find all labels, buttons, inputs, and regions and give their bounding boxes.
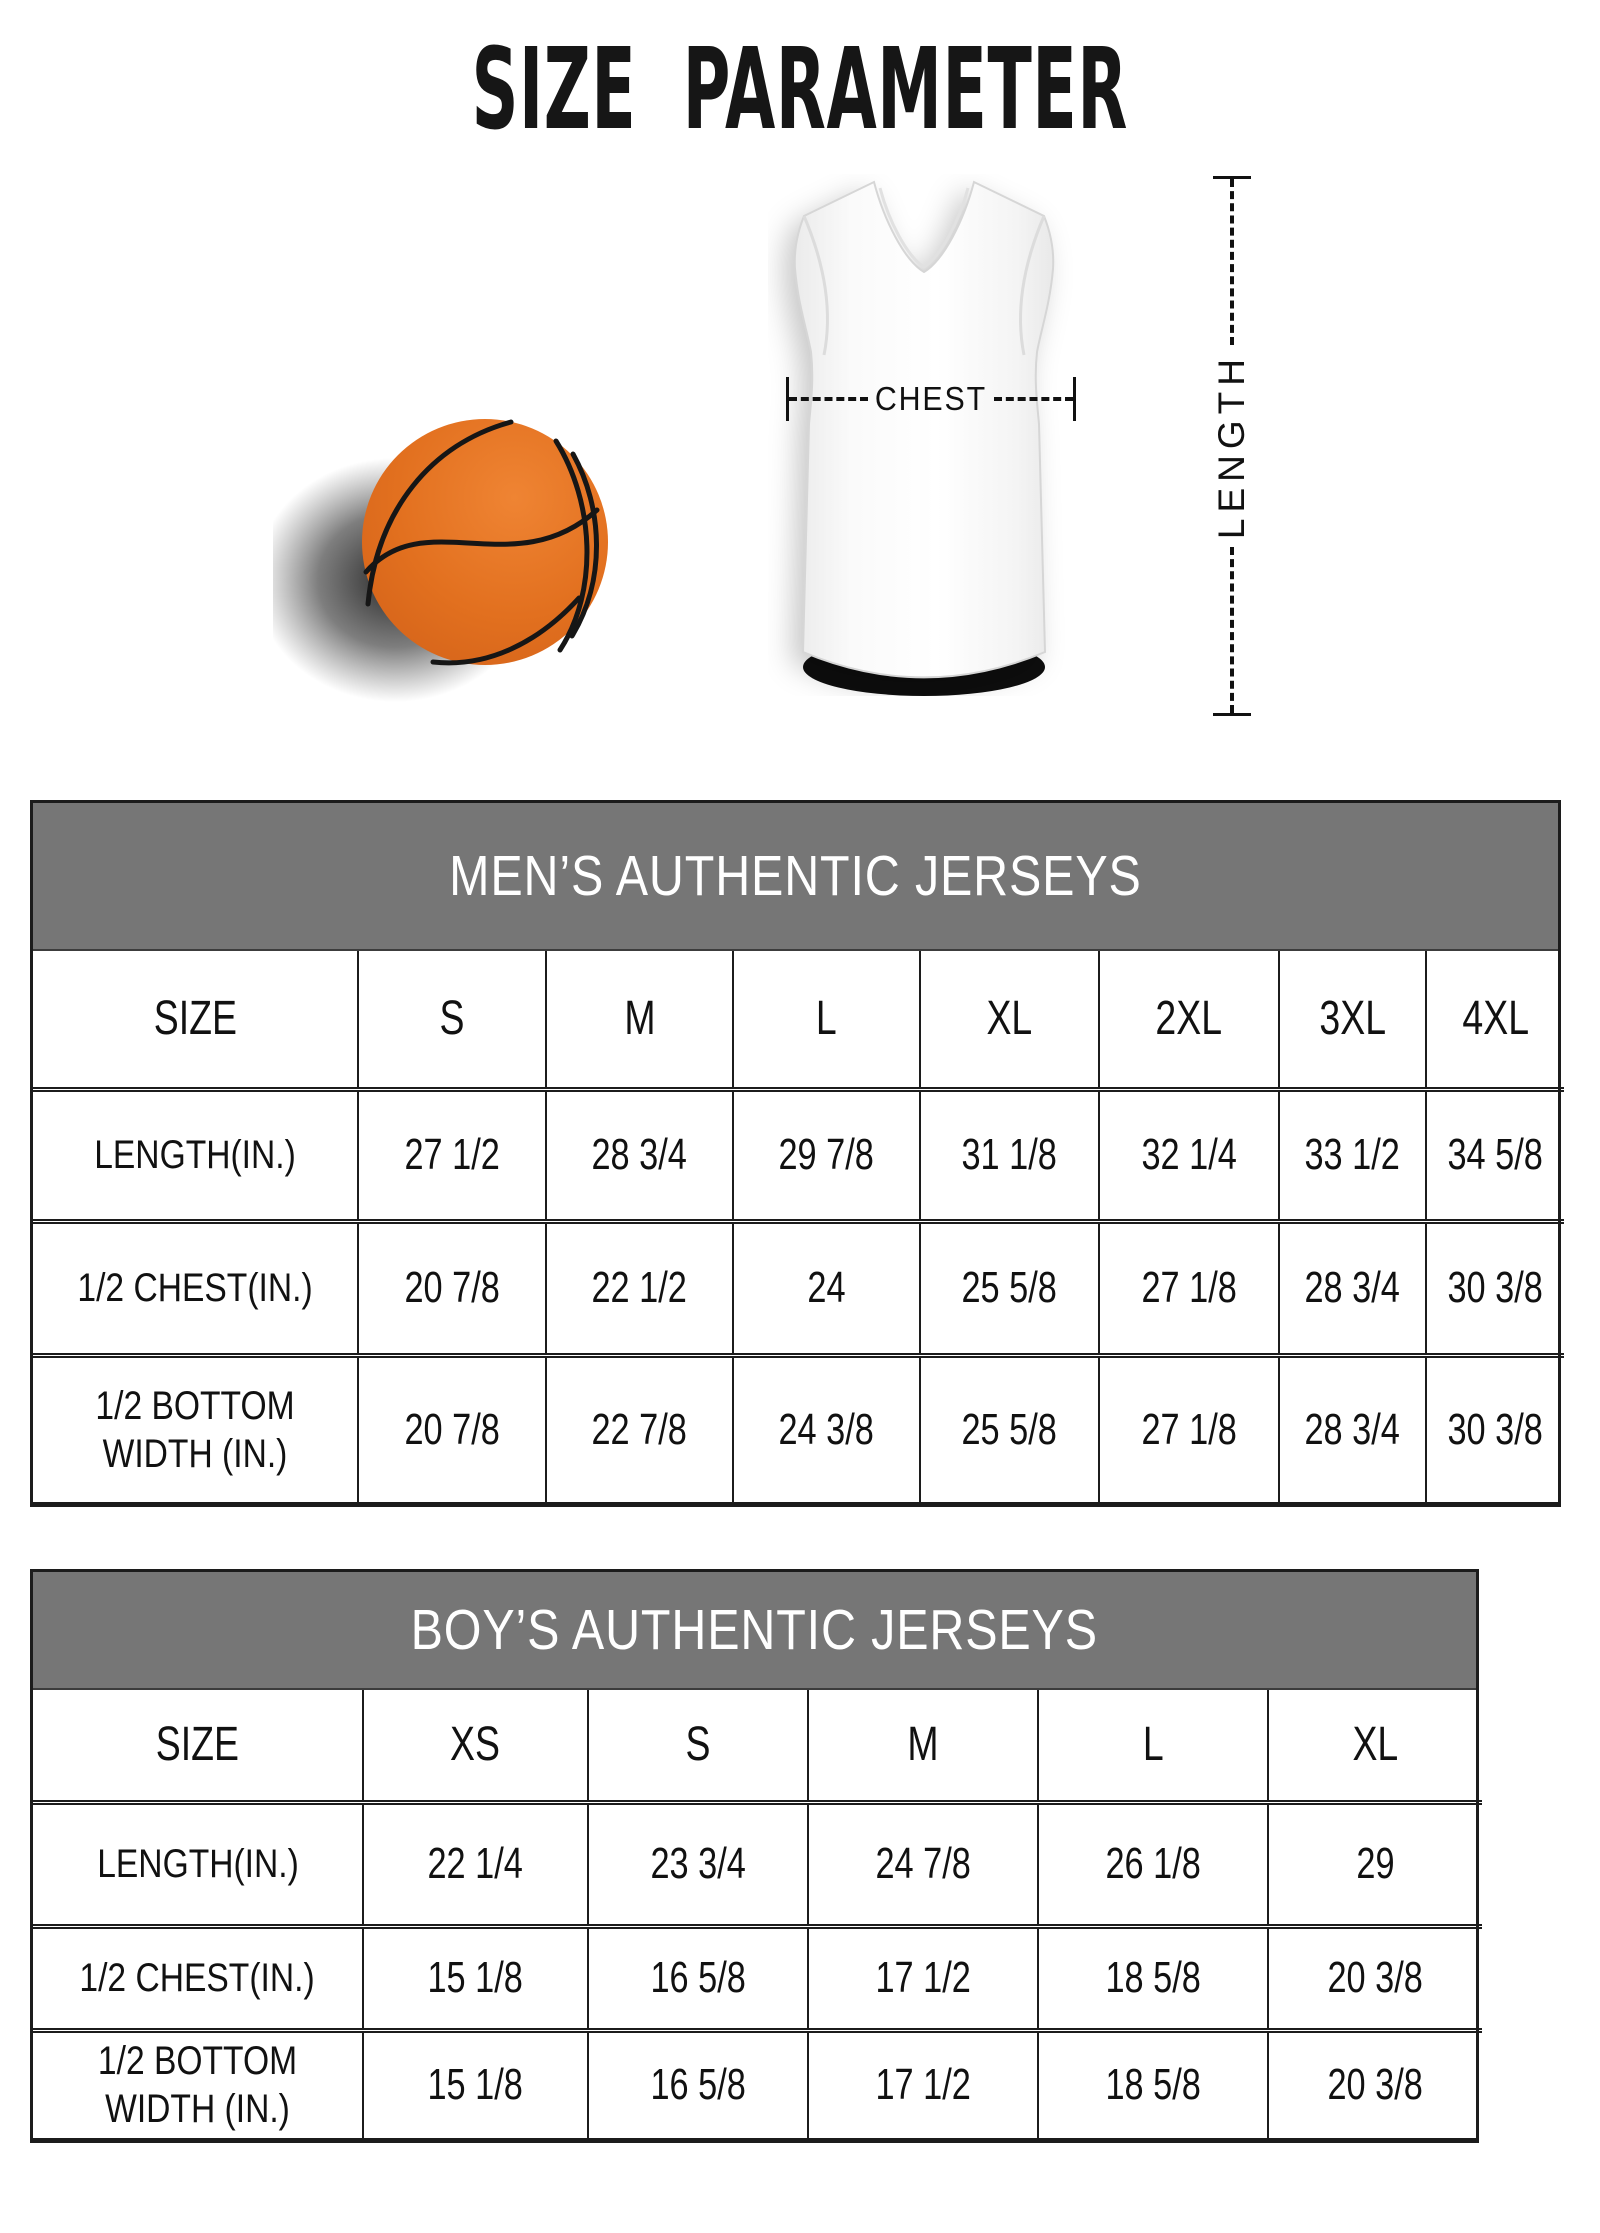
jersey-body: [795, 182, 1053, 678]
mens-table-title: MEN’S AUTHENTIC JERSEYS: [449, 844, 1142, 908]
boys-bottom-width-row: [33, 2030, 1482, 2138]
mens-col-header-cell: S: [358, 951, 546, 1089]
length-measure-line: [1210, 176, 1254, 716]
value-cell: 18 5/8: [1038, 1926, 1268, 2030]
value-cell: 24 7/8: [808, 1802, 1038, 1926]
chest-right-tick: [1073, 377, 1076, 421]
row-label-cell: LENGTH(IN.): [33, 1802, 363, 1926]
row-label-cell: 1/2 CHEST(IN.): [33, 1221, 358, 1355]
mens-bottom-width-row: [33, 1355, 1564, 1502]
value-cell: 15 1/8: [363, 2030, 588, 2138]
value-cell: 15 1/8: [363, 1926, 588, 2030]
row-label-cell: LENGTH(IN.): [33, 1089, 358, 1221]
value-cell: 34 5/8: [1426, 1089, 1564, 1221]
value-cell: 27 1/8: [1099, 1221, 1279, 1355]
value-cell: 18 5/8: [1038, 2030, 1268, 2138]
chest-dashed-line-right: [994, 397, 1073, 401]
value-cell: 33 1/2: [1279, 1089, 1426, 1221]
boys-col-header-cell: L: [1038, 1690, 1268, 1802]
row-label-cell: 1/2 BOTTOM WIDTH (IN.): [33, 2030, 363, 2138]
value-cell: 23 3/4: [588, 1802, 808, 1926]
boys-chest-row: [33, 1926, 1482, 2030]
mens-chest-row: [33, 1221, 1564, 1355]
length-label: LENGTH: [1211, 352, 1252, 540]
page-title: SIZE PARAMETER: [471, 25, 1129, 155]
chest-label: CHEST: [874, 380, 988, 417]
value-cell: 29: [1268, 1802, 1482, 1926]
value-cell: 22 1/2: [546, 1221, 733, 1355]
boys-col-header-cell: S: [588, 1690, 808, 1802]
value-cell: 20 7/8: [358, 1355, 546, 1502]
chest-dashed-line-left: [789, 397, 868, 401]
boys-col-header-cell: M: [808, 1690, 1038, 1802]
boys-size-table: [33, 1690, 1482, 2138]
mens-col-header-cell: 3XL: [1279, 951, 1426, 1089]
mens-length-row: [33, 1089, 1564, 1221]
value-cell: 26 1/8: [1038, 1802, 1268, 1926]
value-cell: 24: [733, 1221, 920, 1355]
boys-length-row: [33, 1802, 1482, 1926]
value-cell: 25 5/8: [920, 1221, 1099, 1355]
row-label-cell: 1/2 CHEST(IN.): [33, 1926, 363, 2030]
value-cell: 25 5/8: [920, 1355, 1099, 1502]
mens-col-header-cell: 4XL: [1426, 951, 1564, 1089]
value-cell: 32 1/4: [1099, 1089, 1279, 1221]
page-header: [0, 0, 1600, 155]
value-cell: 17 1/2: [808, 2030, 1038, 2138]
length-dashed-line-top: [1230, 179, 1234, 345]
mens-size-label-cell: SIZE: [153, 992, 237, 1046]
value-cell: 28 3/4: [1279, 1221, 1426, 1355]
length-dashed-line-bottom: [1230, 547, 1234, 713]
mens-col-header-cell: 2XL: [1099, 951, 1279, 1089]
basketball-icon: [273, 412, 615, 704]
value-cell: 30 3/8: [1426, 1221, 1564, 1355]
value-cell: 16 5/8: [588, 2030, 808, 2138]
chest-measure-line: [786, 376, 1076, 422]
value-cell: 22 1/4: [363, 1802, 588, 1926]
value-cell: 31 1/8: [920, 1089, 1099, 1221]
value-cell: 17 1/2: [808, 1926, 1038, 2030]
boys-col-header-cell: XS: [363, 1690, 588, 1802]
value-cell: 27 1/8: [1099, 1355, 1279, 1502]
value-cell: 28 3/4: [1279, 1355, 1426, 1502]
jersey-illustration: [768, 174, 1080, 696]
boys-size-label-cell: SIZE: [155, 1718, 240, 1772]
size-diagram: [0, 144, 1600, 792]
row-label-cell: 1/2 BOTTOM WIDTH (IN.): [33, 1355, 358, 1502]
mens-col-header-cell: XL: [920, 951, 1099, 1089]
mens-col-header-cell: L: [733, 951, 920, 1089]
length-bottom-tick: [1213, 713, 1251, 716]
value-cell: 16 5/8: [588, 1926, 808, 2030]
value-cell: 29 7/8: [733, 1089, 920, 1221]
value-cell: 20 3/8: [1268, 2030, 1482, 2138]
value-cell: 20 3/8: [1268, 1926, 1482, 2030]
mens-size-table: [33, 951, 1564, 1502]
value-cell: 28 3/4: [546, 1089, 733, 1221]
boys-col-header-cell: XL: [1268, 1690, 1482, 1802]
value-cell: 20 7/8: [358, 1221, 546, 1355]
mens-col-header-cell: M: [546, 951, 733, 1089]
boys-table-title: BOY’S AUTHENTIC JERSEYS: [410, 1598, 1099, 1662]
mens-size-header-row: [33, 951, 1564, 1089]
boys-jerseys-section: [30, 1569, 1479, 2143]
boys-size-header-row: [33, 1690, 1482, 1802]
value-cell: 27 1/2: [358, 1089, 546, 1221]
mens-table-header-bar: [33, 803, 1558, 951]
value-cell: 30 3/8: [1426, 1355, 1564, 1502]
value-cell: 22 7/8: [546, 1355, 733, 1502]
boys-table-header-bar: [33, 1572, 1476, 1690]
mens-jerseys-section: [30, 800, 1561, 1507]
value-cell: 24 3/8: [733, 1355, 920, 1502]
